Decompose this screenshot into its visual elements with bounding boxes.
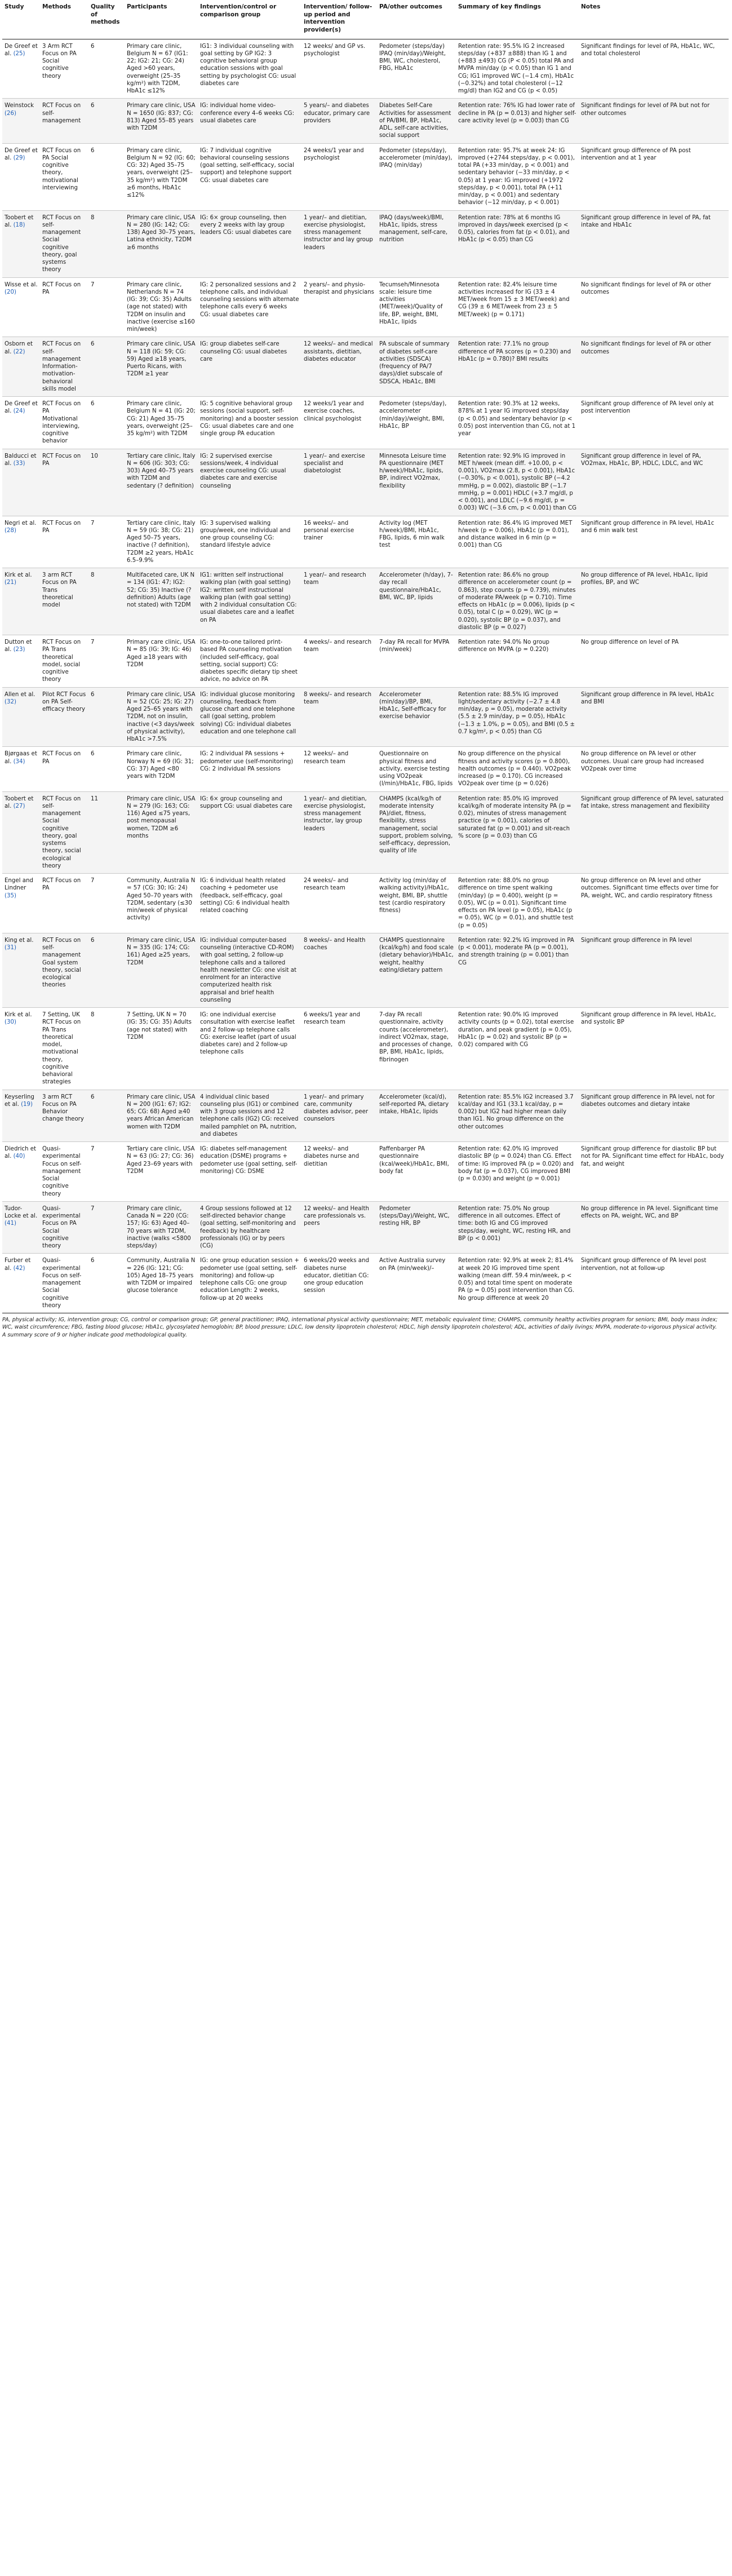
cell-participants: Primary care clinic, USA N = 335 (IG: 174; CG: 161) Aged ≥25 years, T2DM bbox=[125, 933, 198, 1007]
cell-methods: RCT Focus on self-management bbox=[40, 99, 88, 143]
cell-outcomes: PA subscale of summary of diabetes self-care activities (SDSCA) (frequency of PA/7 days)/diet subscale of SDSCA, HbA1c, BMI bbox=[377, 337, 456, 397]
column-header: Study bbox=[2, 0, 40, 39]
cell-methods: 3 arm RCT Focus on PA Trans theoretical model bbox=[40, 568, 88, 635]
abbreviations-note: PA, physical activity; IG, intervention group; CG, control or comparison group; GP, general practitioner; IPAQ, international physical activity questionnaire; MET, metabolic equivalent time; CHAMPS, community healthy activities program for seniors; BMI, body mass index; WC, waist circumference; FBG, fasting blood glucose; HbA1c, glycosylated hemoglobin; BP, blood pressure; LDLC, low density lipoprotein cholesterol; HDLC, high density lipoprotein cholesterol; ADL, activities of daily livings; MVPA, moderate-to-vigorous physical activity. bbox=[2, 1317, 718, 1330]
cell-notes: No group difference in PA level. Significant time effects on PA, weight, WC, and BP bbox=[579, 1201, 729, 1254]
cell-outcomes: Paffenbarger PA questionnaire (kcal/week)/HbA1c, BMI, body fat bbox=[377, 1142, 456, 1202]
citation-link[interactable]: (26) bbox=[5, 110, 16, 117]
cell-outcomes: IPAQ (days/week)/BMI, HbA1c, lipids, stress management, self-care, nutrition bbox=[377, 210, 456, 277]
cell-notes: Significant group difference of PA level, saturated fat intake, stress management and flexibility bbox=[579, 791, 729, 874]
cell-intervention: IG: 3 supervised walking group/week, one individual and one group counseling CG: standard lifestyle advice bbox=[198, 516, 301, 568]
cell-participants: Primary care clinic, USA N = 85 (IG: 39; IG: 46) Aged ≥18 years with T2DM bbox=[125, 635, 198, 688]
column-header: Quality of methods bbox=[88, 0, 125, 39]
table-row bbox=[2, 516, 729, 568]
cell-findings: Retention rate: 76% IG had lower rate of decline in PA (p = 0.013) and higher self-care activity level (p = 0.003) than CG bbox=[456, 99, 579, 143]
cell-period: 6 weeks/1 year and research team bbox=[301, 1008, 377, 1090]
cell-findings: Retention rate: 92.2% IG improved in PA (p < 0.001), moderate PA (p = 0.001), and strength training (p = 0.001) than CG bbox=[456, 933, 579, 1007]
cell-intervention: IG: group diabetes self-care counseling CG: usual diabetes care bbox=[198, 337, 301, 397]
cell-intervention: IG: 2 personalized sessions and 2 telephone calls, and individual counseling sessions with alternate telephone calls every 6 weeks CG: usual diabetes care bbox=[198, 277, 301, 337]
table-row bbox=[2, 933, 729, 1007]
study-author: Bjørgaas et al. bbox=[5, 751, 37, 765]
cell-findings: Retention rate: 94.0% No group difference on MVPA (p = 0.220) bbox=[456, 635, 579, 688]
cell-quality: 7 bbox=[88, 1201, 125, 1254]
citation-link[interactable]: (24) bbox=[13, 408, 25, 415]
table-row bbox=[2, 143, 729, 210]
citation-link[interactable]: (41) bbox=[5, 1220, 16, 1227]
cell-participants: Primary care clinic, Norway N = 69 (IG: 31; CG: 37) Aged <80 years with T2DM bbox=[125, 747, 198, 791]
cell-participants: 7 Setting, UK N = 70 (IG: 35; CG: 35) Adults (age not stated) with T2DM bbox=[125, 1008, 198, 1090]
cell-quality: 6 bbox=[88, 687, 125, 747]
cell-outcomes: Activity log (MET h/week)/BMI, HbA1c, FBG, lipids, 6 min walk test bbox=[377, 516, 456, 568]
citation-link[interactable]: (34) bbox=[13, 758, 25, 765]
cell-study bbox=[2, 1008, 40, 1090]
cell-study bbox=[2, 687, 40, 747]
cell-period: 1 year/– and exercise specialist and diabetologist bbox=[301, 449, 377, 516]
study-author: Toobert et al. bbox=[5, 795, 34, 809]
cell-study bbox=[2, 635, 40, 688]
cell-study bbox=[2, 99, 40, 143]
cell-intervention: IG: one individual exercise consultation with exercise leaflet and 2 follow-up telephone calls CG: exercise leaflet (part of usual diabetes care) and 2 follow-up telephone calls bbox=[198, 1008, 301, 1090]
cell-findings: Retention rate: 78% at 6 months IG improved in days/week exercised (p < 0.05), calories from fat (p < 0.01), and HbA1c (p < 0.05) than CG bbox=[456, 210, 579, 277]
cell-outcomes: Pedometer (steps/day), accelerometer (min/day), IPAQ (min/day) bbox=[377, 143, 456, 210]
cell-period: 8 weeks/– and research team bbox=[301, 687, 377, 747]
cell-period: 1 year/– and research team bbox=[301, 568, 377, 635]
cell-quality: 6 bbox=[88, 397, 125, 449]
cell-quality: 8 bbox=[88, 210, 125, 277]
table-row bbox=[2, 1254, 729, 1313]
citation-link[interactable]: (19) bbox=[21, 1101, 33, 1108]
citation-link[interactable]: (22) bbox=[13, 348, 25, 355]
citation-link[interactable]: (27) bbox=[13, 803, 25, 809]
cell-participants: Multifaceted care, UK N = 134 (IG1: 47; IG2: 52; CG: 35) Inactive (? definition) Adults (age not stated) with T2DM bbox=[125, 568, 198, 635]
study-author: King et al. bbox=[5, 937, 34, 944]
study-author: Osborn et al. bbox=[5, 341, 33, 355]
cell-methods: RCT Focus on PA Social cognitive theory, motivational interviewing bbox=[40, 143, 88, 210]
study-author: Kirk et al. bbox=[5, 572, 32, 579]
cell-participants: Primary care clinic, Belgium N = 41 (IG: 20; CG: 21) Aged 35–75 years, overweight (25–35 kg/m²) with T2DM bbox=[125, 397, 198, 449]
cell-notes: Significant group difference in level of PA, fat intake and HbA1c bbox=[579, 210, 729, 277]
cell-study bbox=[2, 516, 40, 568]
cell-study bbox=[2, 1201, 40, 1254]
cell-methods: Pilot RCT Focus on PA Self-efficacy theory bbox=[40, 687, 88, 747]
column-header: Intervention/ follow-up period and intervention provider(s) bbox=[301, 0, 377, 39]
cell-participants: Primary care clinic, Belgium N = 67 (IG1: 22; IG2: 21; CG: 24) Aged >60 years, overweight (25–35 kg/m²) with T2DM, HbA1c ≤12% bbox=[125, 39, 198, 99]
column-header: Notes bbox=[579, 0, 729, 39]
table-footnote bbox=[2, 1317, 729, 1339]
cell-notes: Significant group difference in PA level, not for diabetes outcomes and dietary intake bbox=[579, 1090, 729, 1142]
citation-link[interactable]: (42) bbox=[13, 1265, 25, 1272]
cell-participants: Primary care clinic, USA N = 52 (CG: 25; IG: 27) Aged 25–65 years with T2DM, not on insulin, inactive (<3 days/week of physical activity), HbA1c >7.5% bbox=[125, 687, 198, 747]
cell-methods: RCT Focus on self-management Goal system theory, social ecological theories bbox=[40, 933, 88, 1007]
cell-participants: Primary care clinic, USA N = 280 (IG: 142; CG: 138) Aged 30–75 years, Latina ethnicity, T2DM ≥6 months bbox=[125, 210, 198, 277]
study-author: Toobert et al. bbox=[5, 214, 34, 228]
cell-notes: No group difference of PA level, HbA1c, lipid profiles, BP, and WC bbox=[579, 568, 729, 635]
cell-study bbox=[2, 874, 40, 933]
cell-findings: Retention rate: 86.6% no group difference on accelerometer count (p = 0.863), step counts (p = 0.739), minutes of moderate PA/week (p = 0.710). Time effects on HbA1c (p = 0.006), lipids (p < 0.05), total C (p = 0.029), WC (p = 0.020), systolic BP (p = 0.037), and diastolic BP (p = 0.027) bbox=[456, 568, 579, 635]
citation-link[interactable]: (32) bbox=[5, 698, 16, 705]
cell-notes: Significant group difference in level of PA, VO2max, HbA1c, BP, HDLC, LDLC, and WC bbox=[579, 449, 729, 516]
cell-intervention: 4 individual clinic based counseling plus (IG1) or combined with 3 group sessions and 12 telephone calls (IG2) CG: received mailed pamphlet on PA, nutrition, and diabetes bbox=[198, 1090, 301, 1142]
cell-notes: Significant findings for level of PA but not for other outcomes bbox=[579, 99, 729, 143]
cell-findings: Retention rate: 85.5% IG2 increased 3.7 kcal/day and IG1 (33.1 kcal/day, p = 0.002) but IG2 had higher mean daily than IG1. No group difference on the other outcomes bbox=[456, 1090, 579, 1142]
cell-notes: Significant group difference of PA level only at post intervention bbox=[579, 397, 729, 449]
study-summary-table bbox=[2, 0, 729, 1313]
cell-findings: Retention rate: 75.0% No group difference in all outcomes. Effect of time: both IG and CG improved steps/day, weight, WC, resting HR, and BP (p < 0.001) bbox=[456, 1201, 579, 1254]
cell-participants: Tertiary care clinic, Italy N = 59 (IG: 38; CG: 21) Aged 50–75 years, inactive (? definition), T2DM ≥2 years, HbA1c 6.5–9.9% bbox=[125, 516, 198, 568]
study-author: De Greef et al. bbox=[5, 43, 38, 57]
cell-outcomes: Accelerometer (kcal/d), self-reported PA, dietary intake, HbA1c, lipids bbox=[377, 1090, 456, 1142]
cell-intervention: IG: one-to-one tailored print-based PA counseling motivation (included self-efficacy, goal setting, social support) CG: diabetes specific dietary tip sheet advice, no advice on PA bbox=[198, 635, 301, 688]
cell-quality: 7 bbox=[88, 874, 125, 933]
cell-methods: RCT Focus on PA Trans theoretical model, social cognitive theory bbox=[40, 635, 88, 688]
table-row bbox=[2, 449, 729, 516]
cell-study bbox=[2, 791, 40, 874]
cell-findings: No group difference on the physical fitness and activity scores (p = 0.800), health outcomes (p = 0.440). VO2peak increased (p = 0.170). CG increased VO2peak over time (p = 0.026) bbox=[456, 747, 579, 791]
table-row bbox=[2, 874, 729, 933]
cell-study bbox=[2, 337, 40, 397]
review-table-page bbox=[2, 0, 729, 1339]
cell-outcomes: Pedometer (steps/day), accelerometer (min/day)/weight, BMI, HbA1c, BP bbox=[377, 397, 456, 449]
citation-link[interactable]: (28) bbox=[5, 527, 16, 534]
column-header: Summary of key findings bbox=[456, 0, 579, 39]
table-row bbox=[2, 39, 729, 99]
cell-methods: 7 Setting, UK RCT Focus on PA Trans theoretical model, motivational theory, cognitive behavioral strategies bbox=[40, 1008, 88, 1090]
cell-intervention: IG: individual computer-based counseling (interactive CD-ROM) with goal setting, 2 follow-up telephone calls and a tailored health newsletter CG: one visit at enrolment for an interactive computerized health risk appraisal and brief health counseling bbox=[198, 933, 301, 1007]
cell-outcomes: Questionnaire on physical fitness and activity, exercise testing using VO2peak (l/min)/HbA1c, FBG, lipids bbox=[377, 747, 456, 791]
study-author: Balducci et al. bbox=[5, 453, 37, 467]
cell-findings: Retention rate: 86.4% IG improved MET h/week (p = 0.006), HbA1c (p = 0.01), and distance walked in 6 min (p = 0.001) than CG bbox=[456, 516, 579, 568]
cell-methods: RCT Focus on PA Motivational interviewing, cognitive behavior bbox=[40, 397, 88, 449]
cell-outcomes: Accelerometer (min/day)/BP, BMI, HbA1c, Self-efficacy for exercise behavior bbox=[377, 687, 456, 747]
cell-methods: 3 Arm RCT Focus on PA Social cognitive theory bbox=[40, 39, 88, 99]
cell-notes: Significant group difference for diastolic BP but not for PA. Significant time effect for HbA1c, body fat, and weight bbox=[579, 1142, 729, 1202]
cell-intervention: IG: 2 individual PA sessions + pedometer use (self-monitoring) CG: 2 individual PA sessions bbox=[198, 747, 301, 791]
cell-methods: Quasi-experimental Focus on self-management Social cognitive theory bbox=[40, 1142, 88, 1202]
study-author: Kirk et al. bbox=[5, 1012, 32, 1019]
cell-intervention: IG: 5 cognitive behavioral group sessions (social support, self-monitoring) and a booster session CG: usual diabetes care and one single group PA education bbox=[198, 397, 301, 449]
study-author: Negri et al. bbox=[5, 520, 37, 526]
cell-period: 5 years/– and diabetes educator, primary care providers bbox=[301, 99, 377, 143]
cell-intervention: IG: 2 supervised exercise sessions/week, 4 individual exercise counseling CG: usual diabetes care and exercise counseling bbox=[198, 449, 301, 516]
citation-link[interactable]: (40) bbox=[13, 1153, 25, 1160]
cell-participants: Primary care clinic, Canada N = 220 (CG: 157; IG: 63) Aged 40–70 years with T2DM, inactive (walks <5800 steps/day) bbox=[125, 1201, 198, 1254]
study-author: Engel and Lindner bbox=[5, 878, 33, 892]
cell-quality: 6 bbox=[88, 933, 125, 1007]
study-author: De Greef et al. bbox=[5, 147, 38, 161]
citation-link[interactable]: (29) bbox=[13, 154, 25, 161]
cell-quality: 6 bbox=[88, 143, 125, 210]
cell-intervention: IG: individual glucose monitoring counseling, feedback from glucose chart and one telephone call (goal setting, problem solving) CG: individual diabetes education and one telephone call bbox=[198, 687, 301, 747]
cell-findings: Retention rate: 88.5% IG improved light/sedentary activity (−2.7 ± 4.8 min/day, p = 0.05), moderate activity (5.5 ± 2.9 min/day, p = 0.05), HbA1c (−1.3 ± 1.0%, p = 0.05), and BMI (0.5 ± 0.7 kg/m², p < 0.05) than CG bbox=[456, 687, 579, 747]
cell-findings: Retention rate: 95.7% at week 24: IG improved (+2744 steps/day, p < 0.001), total PA (+33 min/day, p < 0.001) and sedentary behavior (−33 min/day, p < 0.05) at 1 year: IG improved (+1972 steps/day, p < 0.001), total PA (+11 min/day, p < 0.001) and sedentary behavior (−12 min/day, p < 0.001) bbox=[456, 143, 579, 210]
table-row bbox=[2, 687, 729, 747]
study-author: De Greef et al. bbox=[5, 401, 38, 415]
cell-findings: Retention rate: 62.0% IG improved diastolic BP (p = 0.024) than CG. Effect of time: IG improved PA (p = 0.020) and body fat (p = 0.037), CG improved BMI (p = 0.030) and weight (p = 0.001) bbox=[456, 1142, 579, 1202]
table-row bbox=[2, 99, 729, 143]
study-author: Keyserling et al. bbox=[5, 1094, 34, 1108]
cell-participants: Primary care clinic, USA N = 1650 (IG: 837; CG: 813) Aged 55–85 years with T2DM bbox=[125, 99, 198, 143]
cell-participants: Primary care clinic, Belgium N = 92 (IG: 60; CG: 32) Aged 35–75 years, overweight (25–35 kg/m²) with T2DM ≥6 months, HbA1c ≤12% bbox=[125, 143, 198, 210]
cell-intervention: 4 Group sessions followed at 12 self-directed behavior change (goal setting, self-monitoring and feedback) by healthcare professionals (IG) or by peers (CG) bbox=[198, 1201, 301, 1254]
header-row bbox=[2, 0, 729, 39]
cell-methods: RCT Focus on self-management Social cognitive theory, goal systems theory bbox=[40, 210, 88, 277]
cell-notes: No group difference on level of PA bbox=[579, 635, 729, 688]
cell-quality: 7 bbox=[88, 635, 125, 688]
table-row bbox=[2, 1201, 729, 1254]
table-row bbox=[2, 791, 729, 874]
cell-findings: Retention rate: 85.0% IG improved kcal/kg/h of moderate intensity PA (p = 0.02), minutes of stress management practice (p = 0.001), calories of saturated fat (p = 0.001) and sit-reach % score (p = 0.03) than CG bbox=[456, 791, 579, 874]
table-row bbox=[2, 277, 729, 337]
study-author: Dutton et al. bbox=[5, 639, 32, 653]
citation-link[interactable]: (33) bbox=[13, 460, 25, 467]
cell-methods: Quasi-experimental Focus on PA Social cognitive theory bbox=[40, 1201, 88, 1254]
cell-notes: No group difference on PA level or other outcomes. Usual care group had increased VO2peak over time bbox=[579, 747, 729, 791]
table-row bbox=[2, 337, 729, 397]
cell-outcomes: 7-day PA recall for MVPA (min/week) bbox=[377, 635, 456, 688]
cell-study bbox=[2, 397, 40, 449]
cell-findings: Retention rate: 92.9% IG improved in MET h/week (mean diff. +10.00, p < 0.001), VO2max (2.8, p < 0.001), HbA1c (−0.30%, p < 0.001), systolic BP (−4.2 mmHg, p = 0.002), diastolic BP (−1.7 mmHg, p = 0.001) HDLC (+3.7 mg/dl, p < 0.001), and LDLC (−9.6 mg/dl, p = 0.003) WC (−3.6 cm, p < 0.001) than CG bbox=[456, 449, 579, 516]
citation-link[interactable]: (21) bbox=[5, 579, 16, 586]
study-author: Diedrich et al. bbox=[5, 1146, 36, 1160]
cell-participants: Tertiary care clinic, Italy N = 606 (IG: 303; CG: 303) Aged 40–75 years with T2DM and sedentary (? definition) bbox=[125, 449, 198, 516]
cell-quality: 8 bbox=[88, 1008, 125, 1090]
cell-quality: 6 bbox=[88, 1090, 125, 1142]
cell-quality: 11 bbox=[88, 791, 125, 874]
cell-period: 12 weeks/– and diabetes nurse and dietitian bbox=[301, 1142, 377, 1202]
cell-intervention: IG: 6 individual health related coaching + pedometer use (feedback, self-efficacy, goal setting) CG: 6 individual health related coaching bbox=[198, 874, 301, 933]
cell-participants: Community, Australia N = 226 (IG: 121; CG: 105) Aged 18–75 years with T2DM or impaired glucose tolerance bbox=[125, 1254, 198, 1313]
cell-participants: Primary care clinic, USA N = 279 (IG: 163; CG: 116) Aged ≤75 years, post menopausal women, T2DM ≥6 months bbox=[125, 791, 198, 874]
cell-outcomes: Activity log (min/day of walking activity)/HbA1c, weight, BMI, BP, shuttle test (cardio respiratory fitness) bbox=[377, 874, 456, 933]
table-row bbox=[2, 568, 729, 635]
cell-participants: Primary care clinic, USA N = 118 (IG: 59; CG: 59) Aged ≥18 years, Puerto Ricans, with T2DM ≥1 year bbox=[125, 337, 198, 397]
cell-methods: RCT Focus on PA bbox=[40, 516, 88, 568]
cell-period: 12 weeks/– and research team bbox=[301, 747, 377, 791]
cell-quality: 6 bbox=[88, 1254, 125, 1313]
citation-link[interactable]: (25) bbox=[13, 50, 25, 57]
cell-period: 2 years/– and physio-therapist and physicians bbox=[301, 277, 377, 337]
table-row bbox=[2, 1008, 729, 1090]
column-header: Participants bbox=[125, 0, 198, 39]
cell-quality: 7 bbox=[88, 277, 125, 337]
cell-study bbox=[2, 39, 40, 99]
column-header: Intervention/control or comparison group bbox=[198, 0, 301, 39]
cell-quality: 6 bbox=[88, 747, 125, 791]
cell-period: 4 weeks/– and research team bbox=[301, 635, 377, 688]
study-author: Weinstock bbox=[5, 103, 34, 109]
study-author: Allen et al. bbox=[5, 691, 36, 698]
cell-study bbox=[2, 143, 40, 210]
cell-intervention: IG1: written self instructional walking plan (with goal setting) IG2: written self instructional walking plan (with goal setting) with 2 individual consultation CG: usual diabetes care and a leaflet on PA bbox=[198, 568, 301, 635]
cell-methods: RCT Focus on PA bbox=[40, 747, 88, 791]
cell-methods: RCT Focus on PA bbox=[40, 449, 88, 516]
cell-findings: Retention rate: 82.4% leisure time activities increased for IG (33 ± 4 MET/week from 15 ± 3 MET/week) and CG (39 ± 6 MET/week from 23 ± 5 MET/week) (p = 0.171) bbox=[456, 277, 579, 337]
cell-outcomes: Accelerometer (h/day), 7-day recall questionnaire/HbA1c, BMI, WC, BP, lipids bbox=[377, 568, 456, 635]
citation-link[interactable]: (35) bbox=[5, 892, 16, 899]
cell-outcomes: Tecumseh/Minnesota scale: leisure time activities (MET/week)/Quality of life, BP, weight, BMI, HbA1c, lipids bbox=[377, 277, 456, 337]
cell-quality: 8 bbox=[88, 568, 125, 635]
table-row bbox=[2, 210, 729, 277]
cell-study bbox=[2, 1254, 40, 1313]
cell-study bbox=[2, 277, 40, 337]
cell-study bbox=[2, 1142, 40, 1202]
cell-methods: RCT Focus on PA bbox=[40, 874, 88, 933]
cell-methods: RCT Focus on PA bbox=[40, 277, 88, 337]
study-author: Tudor-Locke et al. bbox=[5, 1205, 38, 1220]
citation-link[interactable]: (30) bbox=[5, 1019, 16, 1026]
cell-period: 16 weeks/– and personal exercise trainer bbox=[301, 516, 377, 568]
cell-study bbox=[2, 933, 40, 1007]
cell-participants: Tertiary care clinic, USA N = 63 (IG: 27; CG: 36) Aged 23–69 years with T2DM bbox=[125, 1142, 198, 1202]
quality-score-note: A summary score of 9 or higher indicate good methodological quality. bbox=[2, 1332, 187, 1339]
cell-period: 1 year/– and dietitian, exercise physiologist, stress management instructor and lay group leaders bbox=[301, 210, 377, 277]
cell-findings: Retention rate: 88.0% no group difference on time spent walking (min/day) (p = 0.400), weight (p = 0.05), WC (p = 0.01). Significant time effects on PA level (p = 0.05), HbA1c (p = 0.05), WC (p = 0.01), and shuttle test (p = 0.05) bbox=[456, 874, 579, 933]
cell-notes: No group difference on PA level and other outcomes. Significant time effects over time for PA, weight, WC, and cardio respiratory fitness bbox=[579, 874, 729, 933]
cell-findings: Retention rate: 90.0% IG improved activity counts (p = 0.02), total exercise duration, and peak gradient (p = 0.05), HbA1c (p = 0.02) and systolic BP (p = 0.02) compared with CG bbox=[456, 1008, 579, 1090]
cell-intervention: IG: individual home video-conference every 4–6 weeks CG: usual diabetes care bbox=[198, 99, 301, 143]
study-author: Wisse et al. bbox=[5, 281, 38, 288]
cell-period: 1 year/– and dietitian, exercise physiologist, stress management instructor, lay group leaders bbox=[301, 791, 377, 874]
cell-intervention: IG: 6× group counseling and support CG: usual diabetes care bbox=[198, 791, 301, 874]
cell-findings: Retention rate: 92.9% at week 2; 81.4% at week 20 IG improved time spent walking (mean diff. 59.4 min/week, p < 0.05) and total time spent on moderate PA (p = 0.05) post intervention than CG. No group difference at week 20 bbox=[456, 1254, 579, 1313]
cell-participants: Community, Australia N = 57 (CG: 30; IG: 24) Aged 50–70 years with T2DM, sedentary (≤30 min/week of physical activity) bbox=[125, 874, 198, 933]
column-header: PA/other outcomes bbox=[377, 0, 456, 39]
table-header bbox=[2, 0, 729, 39]
cell-period: 24 weeks/– and research team bbox=[301, 874, 377, 933]
cell-study bbox=[2, 449, 40, 516]
cell-notes: Significant group difference in PA level, HbA1c and 6 min walk test bbox=[579, 516, 729, 568]
cell-findings: Retention rate: 95.5% IG 2 increased steps/day (+837 ±888) than IG 1 and (+883 ±493) CG (P < 0.05) total PA and MVPA min/day (p < 0.05) than IG 1 and CG; IG1 improved WC (−1.4 cm), HbA1c (−0.32%) and total cholesterol (−12 mg/dl) than IG2 and CG (p < 0.05) bbox=[456, 39, 579, 99]
cell-outcomes: CHAMPS questionnaire (kcal/kg/h) and food scale (dietary behavior)/HbA1c, weight, healthy eating/dietary pattern bbox=[377, 933, 456, 1007]
table-row bbox=[2, 397, 729, 449]
cell-notes: Significant findings for level of PA, HbA1c, WC, and total cholesterol bbox=[579, 39, 729, 99]
cell-findings: Retention rate: 77.1% no group difference of PA scores (p = 0.230) and HbA1c (p = 0.780)? BMI results bbox=[456, 337, 579, 397]
cell-study bbox=[2, 1090, 40, 1142]
cell-intervention: IG: diabetes self-management education (DSME) programs + pedometer use (goal setting, self-monitoring) CG: DSME bbox=[198, 1142, 301, 1202]
cell-methods: Quasi-experimental Focus on self-management Social cognitive theory bbox=[40, 1254, 88, 1313]
table-row bbox=[2, 1090, 729, 1142]
cell-quality: 6 bbox=[88, 337, 125, 397]
cell-period: 24 weeks/1 year and psychologist bbox=[301, 143, 377, 210]
cell-intervention: IG1: 3 individual counseling with goal setting by GP IG2: 3 cognitive behavioral group education sessions with goal setting by psychologist CG: usual diabetes care bbox=[198, 39, 301, 99]
cell-period: 12 weeks/ and GP vs. psychologist bbox=[301, 39, 377, 99]
cell-outcomes: CHAMPS (kcal/kg/h of moderate intensity PA)/diet, fitness, flexibility, stress management, social support, problem solving, self-efficacy, depression, quality of life bbox=[377, 791, 456, 874]
cell-quality: 6 bbox=[88, 99, 125, 143]
cell-outcomes: Pedometer (steps/Day)/Weight, WC, resting HR, BP bbox=[377, 1201, 456, 1254]
cell-outcomes: Active Australia survey on PA (min/week)/– bbox=[377, 1254, 456, 1313]
cell-outcomes: Diabetes Self-Care Activities for assessment of PA/BMI, BP, HbA1c, ADL, self-care activities, social support bbox=[377, 99, 456, 143]
cell-period: 12 weeks/– and Health care professionals vs. peers bbox=[301, 1201, 377, 1254]
cell-methods: 3 arm RCT Focus on PA Behavior change theory bbox=[40, 1090, 88, 1142]
cell-notes: Significant group difference of PA post intervention and at 1 year bbox=[579, 143, 729, 210]
cell-outcomes: Pedometer (steps/day) IPAQ (min/day)/Weight, BMI, WC, cholesterol, FBG, HbA1c bbox=[377, 39, 456, 99]
cell-intervention: IG: 6× group counseling, then every 2 weeks with lay group leaders CG: usual diabetes care bbox=[198, 210, 301, 277]
cell-participants: Primary care clinic, USA N = 200 (IG1: 67; IG2: 65; CG: 68) Aged ≥40 years African American women with T2DM bbox=[125, 1090, 198, 1142]
cell-period: 6 weeks/20 weeks and diabetes nurse educator, dietitian CG: one group education session bbox=[301, 1254, 377, 1313]
cell-study bbox=[2, 568, 40, 635]
cell-period: 1 year/– and primary care, community diabetes advisor, peer counselors bbox=[301, 1090, 377, 1142]
citation-link[interactable]: (18) bbox=[13, 222, 25, 228]
cell-quality: 10 bbox=[88, 449, 125, 516]
table-row bbox=[2, 747, 729, 791]
cell-intervention: IG: one group education session + pedometer use (goal setting, self-monitoring) and follow-up telephone calls CG: one group education Length: 2 weeks, follow-up at 20 weeks bbox=[198, 1254, 301, 1313]
cell-notes: Significant group difference of PA level post intervention, not at follow-up bbox=[579, 1254, 729, 1313]
cell-methods: RCT Focus on self-management Information-motivation-behavioral skills model bbox=[40, 337, 88, 397]
cell-notes: Significant group difference in PA level, HbA1c and BMI bbox=[579, 687, 729, 747]
cell-notes: No significant findings for level of PA or other outcomes bbox=[579, 277, 729, 337]
cell-outcomes: 7-day PA recall questionnaire, activity counts (accelerometer), indirect VO2max, stage, and processes of change, BP, BMI, HbA1c, lipids, fibrinogen bbox=[377, 1008, 456, 1090]
table-row bbox=[2, 1142, 729, 1202]
cell-notes: Significant group difference in PA level bbox=[579, 933, 729, 1007]
citation-link[interactable]: (20) bbox=[5, 289, 16, 295]
study-author: Furber et al. bbox=[5, 1258, 31, 1272]
cell-findings: Retention rate: 90.3% at 12 weeks, 878% at 1 year IG improved steps/day (p < 0.05) and sedentary behavior (p < 0.05) post intervention than CG, not at 1 year bbox=[456, 397, 579, 449]
cell-quality: 7 bbox=[88, 1142, 125, 1202]
cell-period: 12 weeks/1 year and exercise coaches, clinical psychologist bbox=[301, 397, 377, 449]
citation-link[interactable]: (31) bbox=[5, 945, 16, 951]
column-header: Methods bbox=[40, 0, 88, 39]
cell-study bbox=[2, 210, 40, 277]
cell-period: 12 weeks/– and medical assistants, dietitian, diabetes educator bbox=[301, 337, 377, 397]
cell-study bbox=[2, 747, 40, 791]
cell-methods: RCT Focus on self-management Social cognitive theory, goal systems theory, social ecological theory bbox=[40, 791, 88, 874]
cell-period: 8 weeks/– and Health coaches bbox=[301, 933, 377, 1007]
cell-notes: No significant findings for level of PA or other outcomes bbox=[579, 337, 729, 397]
cell-quality: 6 bbox=[88, 39, 125, 99]
cell-outcomes: Minnesota Leisure time PA questionnaire (MET h/week)/HbA1c, lipids, BP, indirect VO2max, flexibility bbox=[377, 449, 456, 516]
cell-participants: Primary care clinic, Netherlands N = 74 (IG: 39; CG: 35) Adults (age not stated) with T2DM on insulin and inactive (exercise ≤160 min/week) bbox=[125, 277, 198, 337]
cell-intervention: IG: 7 individual cognitive behavioral counseling sessions (goal setting, self-efficacy, social support) and telephone support CG: usual diabetes care bbox=[198, 143, 301, 210]
citation-link[interactable]: (23) bbox=[13, 647, 25, 653]
table-row bbox=[2, 635, 729, 688]
cell-notes: Significant group difference in PA level, HbA1c, and systolic BP bbox=[579, 1008, 729, 1090]
cell-quality: 7 bbox=[88, 516, 125, 568]
table-body bbox=[2, 39, 729, 1313]
